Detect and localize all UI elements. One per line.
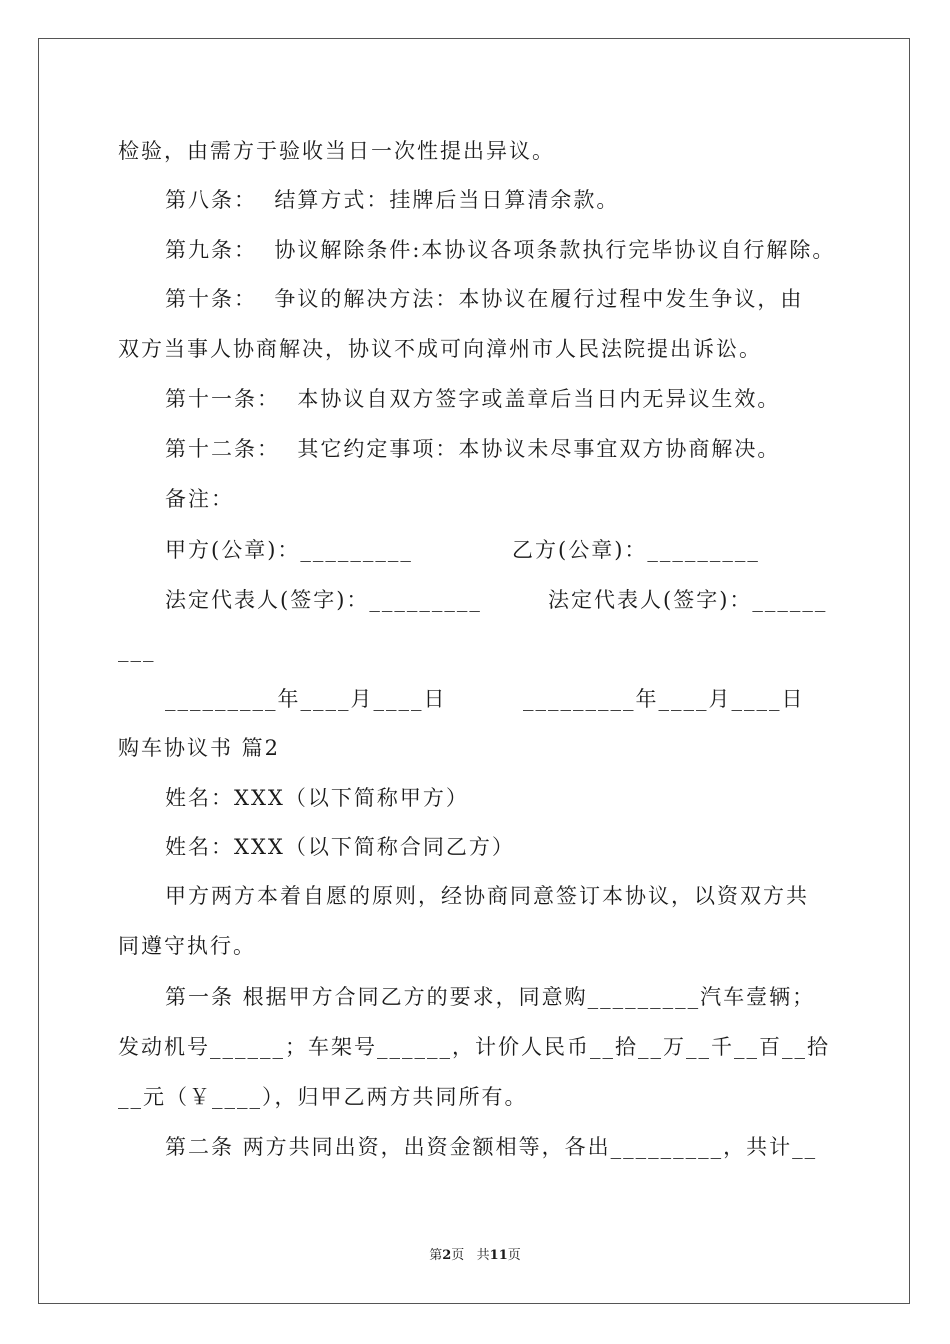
article-8: 第八条： 结算方式：挂牌后当日算清余款。 xyxy=(165,188,620,212)
article-1: 第一条 根据甲方合同乙方的要求，同意购_________汽车壹辆； xyxy=(165,985,816,1009)
party-b-seal: 乙方(公章)：_________ xyxy=(512,538,760,562)
date-line-a: _________年____月____日 xyxy=(165,687,447,711)
text-line: 发动机号______；车架号______，计价人民币__拾__万__千__百__拾 xyxy=(118,1035,830,1059)
preamble: 甲方两方本着自愿的原则，经协商同意签订本协议，以资双方共 xyxy=(165,884,809,908)
article-11: 第十一条： 本协议自双方签字或盖章后当日内无异议生效。 xyxy=(165,387,781,411)
party-a-seal: 甲方(公章)：_________ xyxy=(165,538,413,562)
text-line: __元（￥____），归甲乙两方共同所有。 xyxy=(118,1085,528,1109)
text-line: 双方当事人协商解决，协议不成可向漳州市人民法院提出诉讼。 xyxy=(118,337,762,361)
section-heading: 购车协议书 篇2 xyxy=(118,736,281,760)
party-a-rep: 法定代表人(签字)：_________ xyxy=(165,588,482,612)
page-frame xyxy=(38,38,910,1304)
remarks-label: 备注： xyxy=(165,487,234,511)
article-2: 第二条 两方共同出资，出资金额相等，各出_________，共计__ xyxy=(165,1135,818,1159)
party-a-name: 姓名：XXX（以下简称甲方） xyxy=(165,786,469,810)
page-total: 11 xyxy=(489,1248,508,1263)
date-line-b: _________年____月____日 xyxy=(523,687,805,711)
text-line: 检验，由需方于验收当日一次性提出异议。 xyxy=(118,139,555,163)
party-b-name: 姓名：XXX（以下简称合同乙方） xyxy=(165,835,515,859)
page-current: 2 xyxy=(442,1248,452,1263)
page-number xyxy=(0,1247,950,1265)
article-10: 第十条： 争议的解决方法：本协议在履行过程中发生争议，由 xyxy=(165,287,804,311)
page-label-post: 页 xyxy=(507,1248,521,1263)
page-label-mid: 页 共 xyxy=(451,1248,490,1263)
article-9: 第九条： 协议解除条件:本协议各项条款执行完毕协议自行解除。 xyxy=(165,238,836,262)
party-b-rep: 法定代表人(签字)：______ xyxy=(548,588,828,612)
page-label-pre: 第 xyxy=(429,1248,443,1263)
text-line: ___ xyxy=(118,638,156,662)
article-12: 第十二条： 其它约定事项：本协议未尽事宜双方协商解决。 xyxy=(165,437,781,461)
text-line: 同遵守执行。 xyxy=(118,934,256,958)
